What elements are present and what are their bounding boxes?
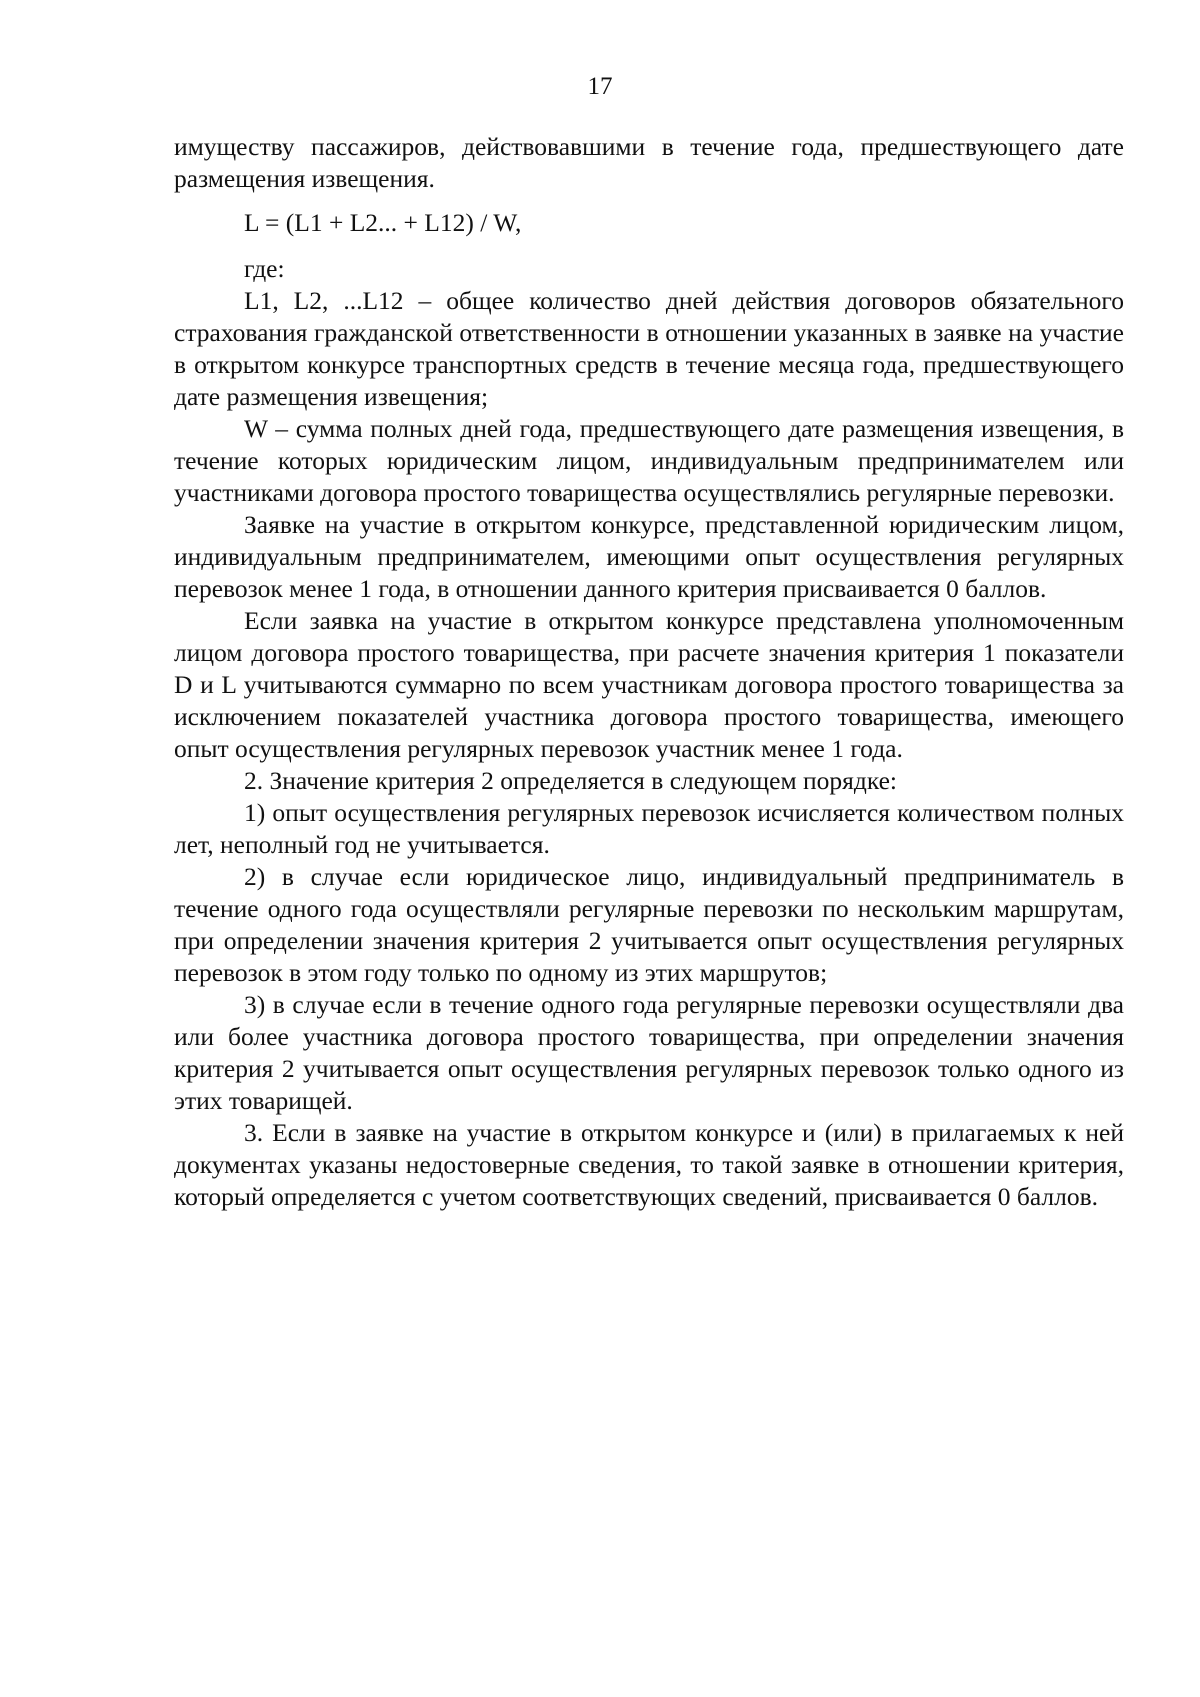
paragraph-continuation: имуществу пассажиров, действовавшими в течение года, предшествующего дате размещения извещения.	[174, 132, 1124, 193]
paragraph-item-3: 3) в случае если в течение одного года регулярные перевозки осуществляли два или более участника договора простого товарищества, при определении значения критерия 2 учитывается опыт осуществления регулярных перевозок только одного из этих товарищей.	[174, 990, 1124, 1115]
page-number: 17	[587, 73, 613, 100]
paragraph-criterion-2: 2. Значение критерия 2 определяется в следующем порядке:	[244, 766, 897, 795]
paragraph-zero-points: Заявке на участие в открытом конкурсе, представленной юридическим лицом, индивидуальным предпринимателем, имеющими опыт осуществления регулярных перевозок менее 1 года, в отношении данного критерия присваивается 0 баллов.	[174, 510, 1124, 603]
document-body	[174, 131, 1124, 1213]
paragraph-item-1: 1) опыт осуществления регулярных перевозок исчисляется количеством полных лет, неполный год не учитывается.	[174, 798, 1124, 859]
paragraph-item-2: 2) в случае если юридическое лицо, индивидуальный предприниматель в течение одного года осуществляли регулярные перевозки по нескольким маршрутам, при определении значения критерия 2 учитывается опыт осуществления регулярных перевозок в этом году только по одному из этих маршрутов;	[174, 862, 1124, 987]
paragraph-where: где:	[244, 254, 285, 283]
paragraph-section-3: 3. Если в заявке на участие в открытом конкурсе и (или) в прилагаемых к ней документах указаны недостоверные сведения, то такой заявке в отношении критерия, который определяется с учетом соответствующих сведений, присваивается 0 баллов.	[174, 1118, 1124, 1211]
paragraph-l-definition: L1, L2, ...L12 – общее количество дней действия договоров обязательного страхования гражданской ответственности в отношении указанных в заявке на участие в открытом конкурсе транспортных средств в течение месяца года, предшествующего дате размещения извещения;	[174, 286, 1124, 411]
paragraph-w-definition: W – сумма полных дней года, предшествующего дате размещения извещения, в течение которых юридическим лицом, индивидуальным предпринимателем или участниками договора простого товарищества осуществлялись регулярные перевозки.	[174, 414, 1124, 507]
formula: L = (L1 + L2... + L12) / W,	[244, 208, 522, 237]
paragraph-partnership: Если заявка на участие в открытом конкурсе представлена уполномоченным лицом договора простого товарищества, при расчете значения критерия 1 показатели D и L учитываются суммарно по всем участникам договора простого товарищества за исключением показателей участника договора простого товарищества, имеющего опыт осуществления регулярных перевозок участник менее 1 года.	[174, 606, 1124, 763]
